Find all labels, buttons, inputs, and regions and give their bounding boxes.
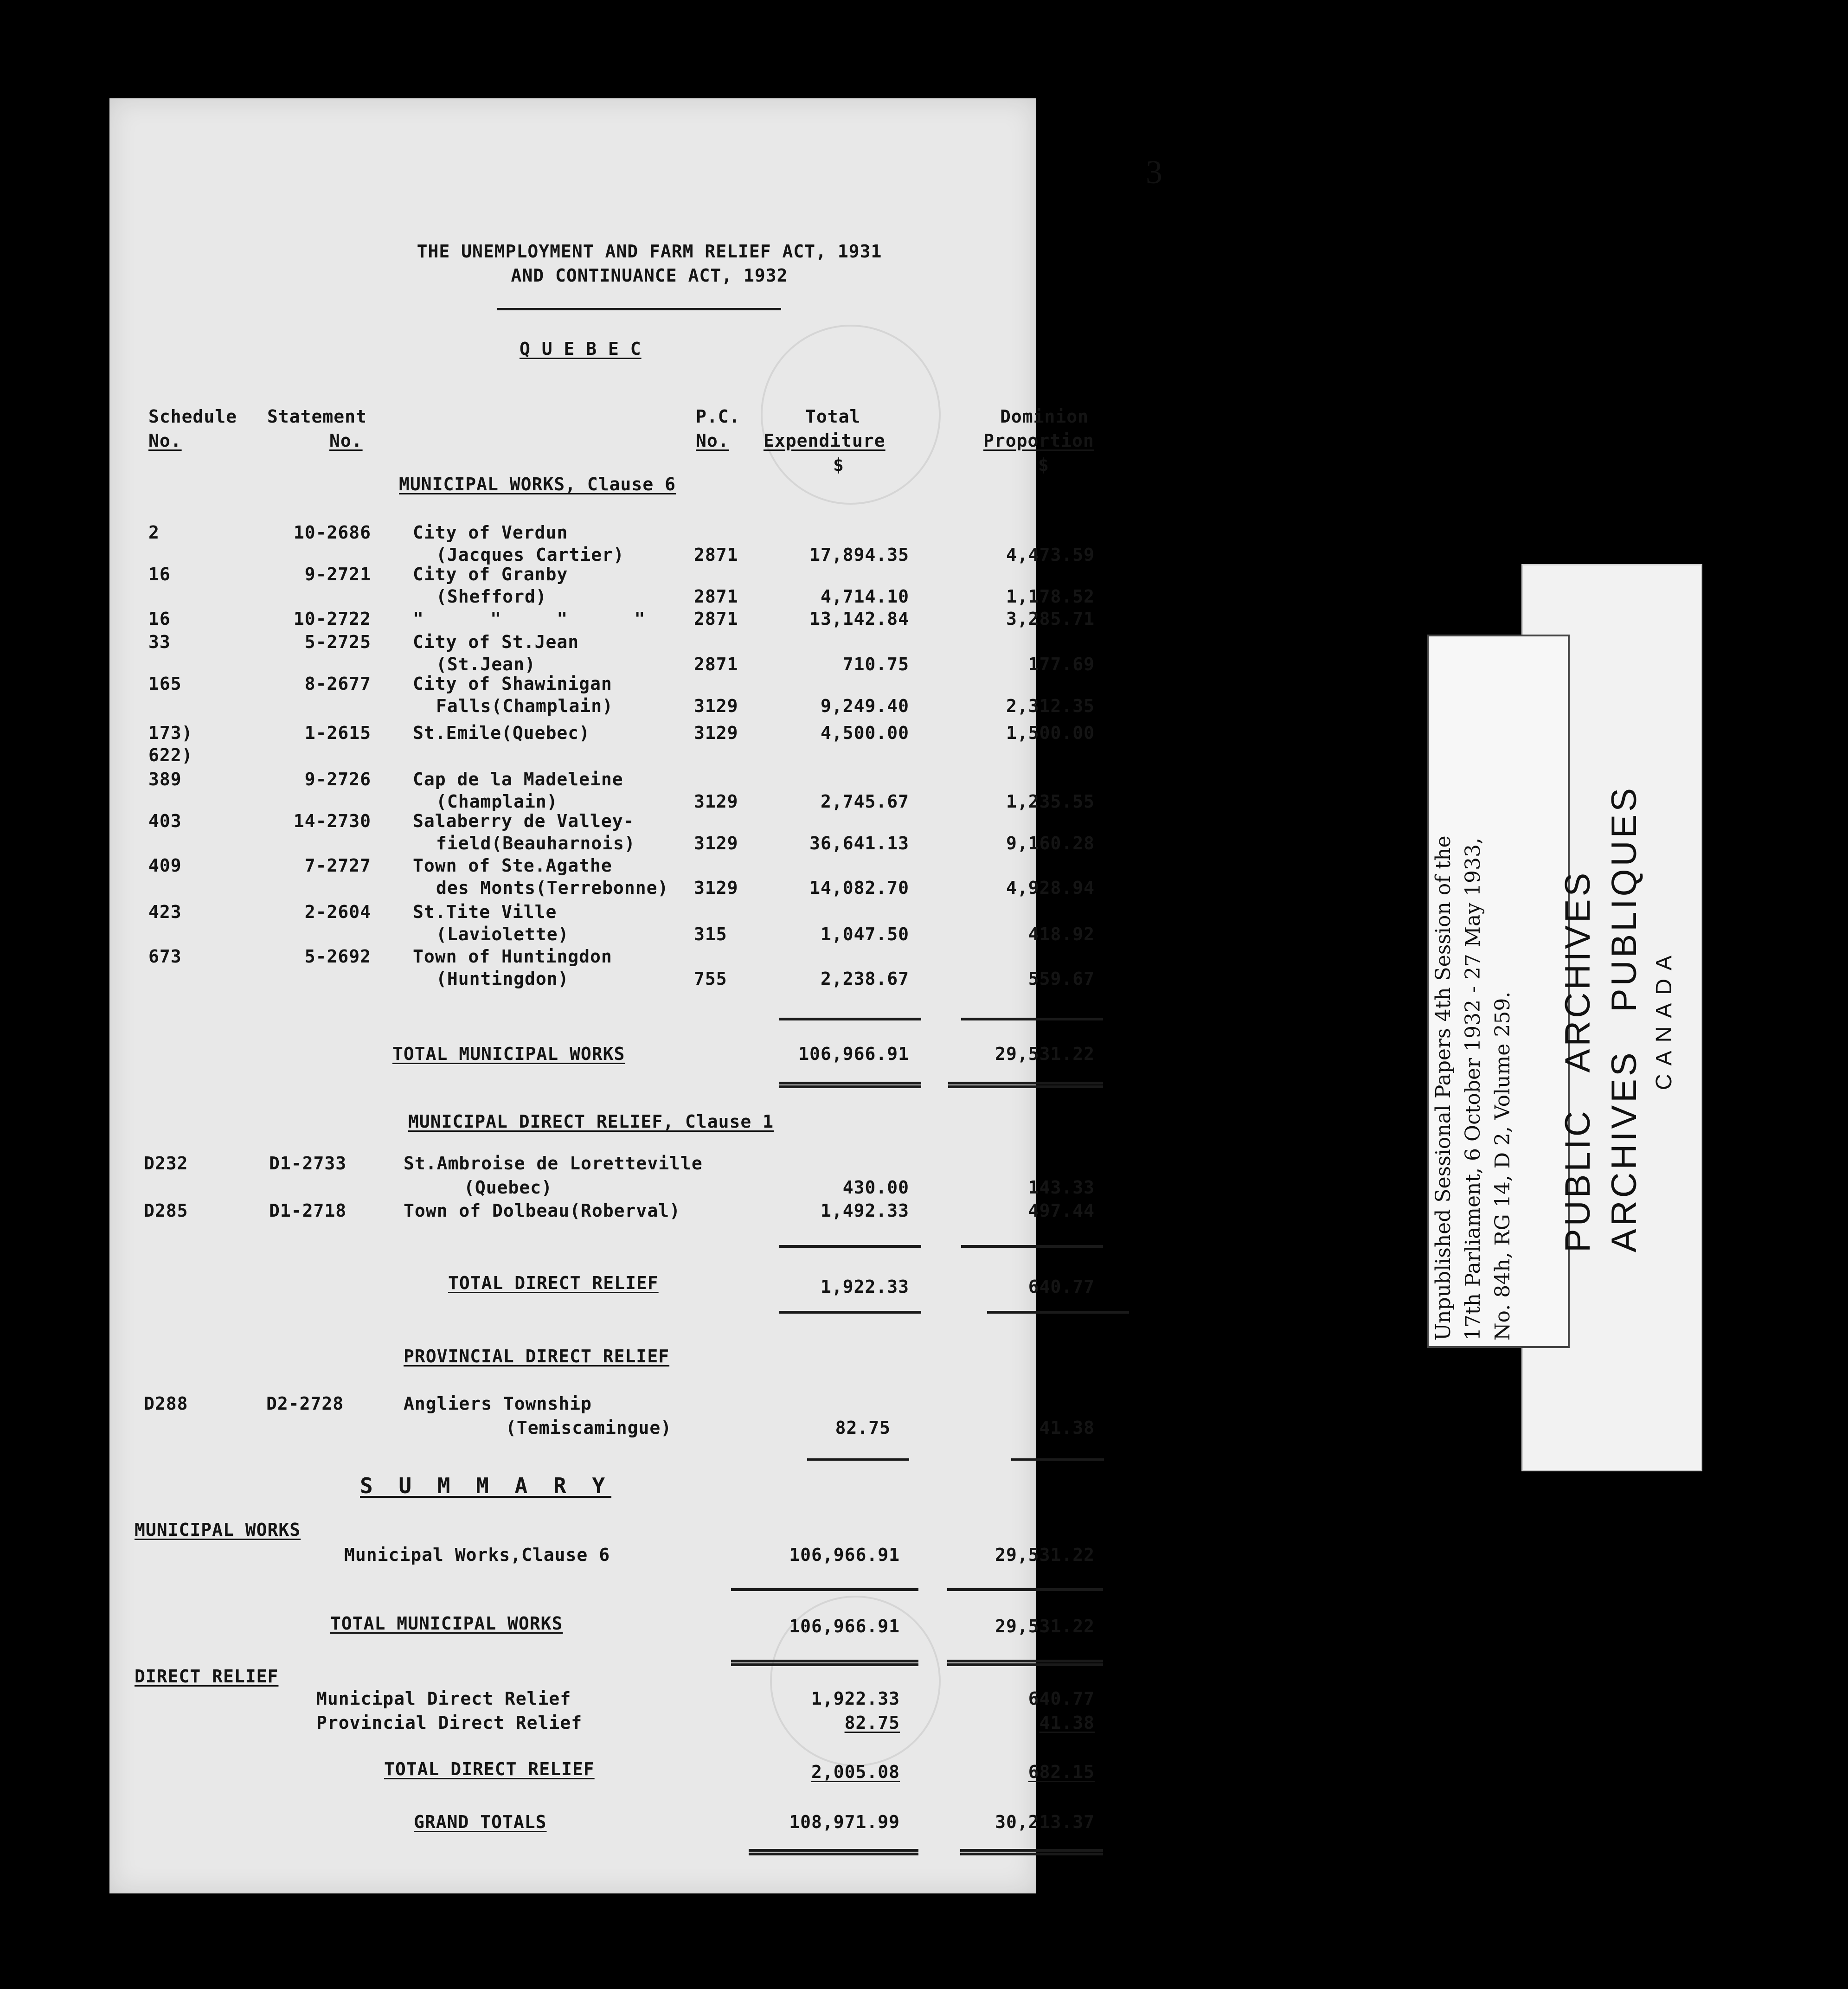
summary-total-mw-dominion: 29,531.22 xyxy=(995,1616,1095,1636)
col-pc: P.C. xyxy=(696,406,740,427)
row-schedule-no: 33 xyxy=(148,632,171,652)
row-statement-no: 5-2725 xyxy=(304,632,371,652)
row-total-expenditure: 13,142.84 xyxy=(809,609,909,629)
total-direct-relief-label: TOTAL DIRECT RELIEF xyxy=(448,1273,659,1293)
row-place-line2: (Jacques Cartier) xyxy=(436,545,624,565)
row-place-line2: Falls(Champlain) xyxy=(436,696,614,716)
row-place-line1: City of Verdun xyxy=(413,522,568,543)
row-place-line1: " " " " xyxy=(413,609,646,629)
mdr-total-rule-total xyxy=(779,1311,921,1314)
row-statement-no: 1-2615 xyxy=(304,723,371,743)
total-municipal-works-amount: 106,966.91 xyxy=(798,1044,909,1064)
summary-mw-rule-dominion xyxy=(947,1588,1103,1591)
row-dominion-proportion: 9,160.28 xyxy=(1006,833,1095,853)
row-place-line1: Angliers Township xyxy=(404,1393,592,1414)
row-place-line1: St.Tite Ville xyxy=(413,902,557,922)
row-schedule-no: D285 xyxy=(144,1200,188,1221)
canada-title: CANADA xyxy=(1652,947,1676,1090)
row-place-line1: St.Emile(Quebec) xyxy=(413,723,590,743)
row-place-line2: (St.Jean) xyxy=(436,654,536,674)
row-place-line2: des Monts(Terrebonne) xyxy=(436,878,669,898)
col-total-unit: $ xyxy=(833,455,844,475)
row-place-line2: (Temiscamingue) xyxy=(506,1418,672,1438)
row-pc-no: 2871 xyxy=(694,545,738,565)
row-place-line2: (Shefford) xyxy=(436,586,547,607)
row-total-expenditure: 1,047.50 xyxy=(820,924,909,944)
mw-subtotal-rule-dominion xyxy=(961,1018,1103,1020)
row-place-line1: Town of Ste.Agathe xyxy=(413,855,612,876)
row-dominion-proportion: 418.92 xyxy=(1028,924,1095,944)
summary-mw-rule-total xyxy=(731,1588,918,1591)
col-total: Total xyxy=(805,406,861,427)
row-place-line2: (Laviolette) xyxy=(436,924,569,944)
row-dominion-proportion: 1,500.00 xyxy=(1006,723,1095,743)
row-schedule-no: D288 xyxy=(144,1393,188,1414)
row-total-expenditure: 14,082.70 xyxy=(809,878,909,898)
row-dominion-proportion: 177.69 xyxy=(1028,654,1095,674)
provincial-direct-relief-title: PROVINCIAL DIRECT RELIEF xyxy=(404,1346,670,1367)
col-schedule-no: No. xyxy=(148,430,182,451)
grand-double-rule-total xyxy=(749,1849,918,1855)
col-schedule: Schedule xyxy=(148,406,237,427)
summary-mw-line-label: Municipal Works,Clause 6 xyxy=(344,1545,610,1565)
row-pc-no: 315 xyxy=(694,924,727,944)
row-total-expenditure: 430.00 xyxy=(842,1177,909,1198)
row-place-line2: (Champlain) xyxy=(436,791,558,812)
row-schedule-no: D232 xyxy=(144,1153,188,1174)
citation-line-3: No. 84h, RG 14, D 2, Volume 259. xyxy=(1491,991,1514,1341)
row-total-expenditure: 17,894.35 xyxy=(809,545,909,565)
summary-total-mw-double-rule-total xyxy=(731,1660,918,1666)
row-place-line1: St.Ambroise de Loretteville xyxy=(404,1153,703,1174)
total-direct-relief-amount: 1,922.33 xyxy=(820,1277,909,1297)
municipal-direct-relief-title: MUNICIPAL DIRECT RELIEF, Clause 1 xyxy=(408,1111,774,1132)
summary-municipal-works-heading: MUNICIPAL WORKS xyxy=(135,1520,301,1540)
summary-total-mw-total: 106,966.91 xyxy=(789,1616,900,1636)
total-municipal-works-dominion: 29,531.22 xyxy=(995,1044,1095,1064)
row-dominion-proportion: 1,235.55 xyxy=(1006,791,1095,812)
row-schedule-no: 389 xyxy=(148,769,182,789)
row-schedule-no: 173) xyxy=(148,723,193,743)
col-dominion-sub: Proportion xyxy=(983,430,1094,451)
citation-line-2: 17th Parliament, 6 October 1932 - 27 May 1933, xyxy=(1461,838,1485,1341)
row-place-line1: Town of Dolbeau(Roberval) xyxy=(404,1200,680,1221)
summary-total-mw-double-rule-dominion xyxy=(947,1660,1103,1666)
row-place-line1: Salaberry de Valley- xyxy=(413,811,635,831)
row-dominion-proportion: 4,928.94 xyxy=(1006,878,1095,898)
row-pc-no: 3129 xyxy=(694,696,738,716)
row-schedule-no: 16 xyxy=(148,609,171,629)
col-dominion: Dominion xyxy=(1000,406,1089,427)
row-place-line1: City of Granby xyxy=(413,564,568,584)
summary-grand-total: 108,971.99 xyxy=(789,1812,900,1832)
row-pc-no: 3129 xyxy=(694,723,738,743)
row-total-expenditure: 2,238.67 xyxy=(820,969,909,989)
summary-total-mw-label: TOTAL MUNICIPAL WORKS xyxy=(330,1613,563,1634)
col-statement: Statement xyxy=(267,406,367,427)
row-pc-no: 2871 xyxy=(694,586,738,607)
row-schedule-no: 403 xyxy=(148,811,182,831)
summary-total-dr-total: 2,005.08 xyxy=(811,1762,900,1782)
row-dominion-proportion: 2,312.35 xyxy=(1006,696,1095,716)
mdr-subtotal-rule-total xyxy=(779,1245,921,1248)
archive-citation-note xyxy=(1429,835,1518,1341)
title-rule xyxy=(497,308,781,310)
row-schedule-no-2: 622) xyxy=(148,745,193,765)
row-statement-no: 9-2721 xyxy=(304,564,371,584)
row-pc-no: 3129 xyxy=(694,833,738,853)
archives-publiques-title: ARCHIVES PUBLIQUES xyxy=(1604,785,1644,1252)
row-total-expenditure: 82.75 xyxy=(835,1418,891,1438)
col-dominion-unit: $ xyxy=(1038,455,1049,475)
row-statement-no: 2-2604 xyxy=(304,902,371,922)
row-statement-no: 10-2722 xyxy=(293,609,371,629)
mw-subtotal-rule-total xyxy=(779,1018,921,1020)
summary-mw-line-total: 106,966.91 xyxy=(789,1545,900,1565)
row-statement-no: D2-2728 xyxy=(266,1393,344,1414)
row-total-expenditure: 710.75 xyxy=(842,654,909,674)
summary-pdr-dominion: 41.38 xyxy=(1039,1713,1095,1733)
row-total-expenditure: 4,714.10 xyxy=(820,586,909,607)
row-schedule-no: 165 xyxy=(148,674,182,694)
row-place-line1: City of St.Jean xyxy=(413,632,579,652)
row-place-line2: (Huntingdon) xyxy=(436,969,569,989)
total-direct-relief-dominion: 640.77 xyxy=(1028,1277,1095,1297)
municipal-works-title: MUNICIPAL WORKS, Clause 6 xyxy=(399,474,676,494)
summary-total-dr-label: TOTAL DIRECT RELIEF xyxy=(384,1759,595,1779)
row-statement-no: 10-2686 xyxy=(293,522,371,543)
row-schedule-no: 2 xyxy=(148,522,160,543)
row-statement-no: 7-2727 xyxy=(304,855,371,876)
col-total-sub: Expenditure xyxy=(764,430,886,451)
public-archives-title: PUBLIC ARCHIVES xyxy=(1558,870,1598,1252)
row-schedule-no: 423 xyxy=(148,902,182,922)
mw-total-double-rule-total xyxy=(779,1082,921,1088)
row-pc-no: 3129 xyxy=(694,791,738,812)
summary-mdr-label: Municipal Direct Relief xyxy=(316,1688,571,1709)
row-dominion-proportion: 3,285.71 xyxy=(1006,609,1095,629)
summary-mdr-dominion: 640.77 xyxy=(1028,1688,1095,1709)
province-heading: Q U E B E C xyxy=(520,339,642,359)
mdr-total-rule-dominion xyxy=(987,1311,1129,1314)
row-place-line1: Town of Huntingdon xyxy=(413,946,612,967)
row-schedule-no: 409 xyxy=(148,855,182,876)
row-statement-no: 5-2692 xyxy=(304,946,371,967)
row-dominion-proportion: 559.67 xyxy=(1028,969,1095,989)
act-title-line2: AND CONTINUANCE ACT, 1932 xyxy=(511,265,788,286)
summary-pdr-total: 82.75 xyxy=(844,1713,900,1733)
row-total-expenditure: 9,249.40 xyxy=(820,696,909,716)
row-statement-no: 8-2677 xyxy=(304,674,371,694)
pdr-rule-total xyxy=(807,1458,909,1461)
row-dominion-proportion: 143.33 xyxy=(1028,1177,1095,1198)
col-statement-no: No. xyxy=(329,430,363,451)
row-place-line1: City of Shawinigan xyxy=(413,674,612,694)
summary-pdr-label: Provincial Direct Relief xyxy=(316,1713,583,1733)
row-statement-no: D1-2718 xyxy=(269,1200,347,1221)
summary-total-dr-dominion: 682.15 xyxy=(1028,1762,1095,1782)
row-place-line2: (Quebec) xyxy=(464,1177,553,1198)
act-title-line1: THE UNEMPLOYMENT AND FARM RELIEF ACT, 1931 xyxy=(417,241,882,262)
summary-grand-dominion: 30,213.37 xyxy=(995,1812,1095,1832)
mw-total-double-rule-dominion xyxy=(948,1082,1103,1088)
row-place-line1: Cap de la Madeleine xyxy=(413,769,623,789)
summary-title: S U M M A R Y xyxy=(360,1473,612,1498)
mdr-subtotal-rule-dominion xyxy=(961,1245,1103,1248)
grand-double-rule-dominion xyxy=(960,1849,1103,1855)
row-dominion-proportion: 1,178.52 xyxy=(1006,586,1095,607)
row-place-line2: field(Beauharnois) xyxy=(436,833,635,853)
row-total-expenditure: 4,500.00 xyxy=(820,723,909,743)
page-number: 3 xyxy=(1146,154,1162,191)
row-statement-no: D1-2733 xyxy=(269,1153,347,1174)
pdr-rule-dominion xyxy=(1011,1458,1104,1461)
summary-mw-line-dominion: 29,531.22 xyxy=(995,1545,1095,1565)
row-total-expenditure: 1,492.33 xyxy=(820,1200,909,1221)
row-pc-no: 2871 xyxy=(694,654,738,674)
row-total-expenditure: 36,641.13 xyxy=(809,833,909,853)
summary-direct-relief-heading: DIRECT RELIEF xyxy=(135,1666,279,1687)
row-schedule-no: 673 xyxy=(148,946,182,967)
row-statement-no: 14-2730 xyxy=(293,811,371,831)
col-pc-no: No. xyxy=(696,430,729,451)
summary-grand-label: GRAND TOTALS xyxy=(414,1812,547,1832)
summary-mdr-total: 1,922.33 xyxy=(811,1688,900,1709)
citation-line-1: Unpublished Sessional Papers 4th Session of the xyxy=(1431,835,1455,1341)
row-dominion-proportion: 41.38 xyxy=(1039,1418,1095,1438)
total-municipal-works-label: TOTAL MUNICIPAL WORKS xyxy=(392,1044,625,1064)
row-schedule-no: 16 xyxy=(148,564,171,584)
row-pc-no: 755 xyxy=(694,969,727,989)
row-statement-no: 9-2726 xyxy=(304,769,371,789)
row-dominion-proportion: 4,473.59 xyxy=(1006,545,1095,565)
row-pc-no: 2871 xyxy=(694,609,738,629)
row-pc-no: 3129 xyxy=(694,878,738,898)
row-total-expenditure: 2,745.67 xyxy=(820,791,909,812)
row-dominion-proportion: 497.44 xyxy=(1028,1200,1095,1221)
